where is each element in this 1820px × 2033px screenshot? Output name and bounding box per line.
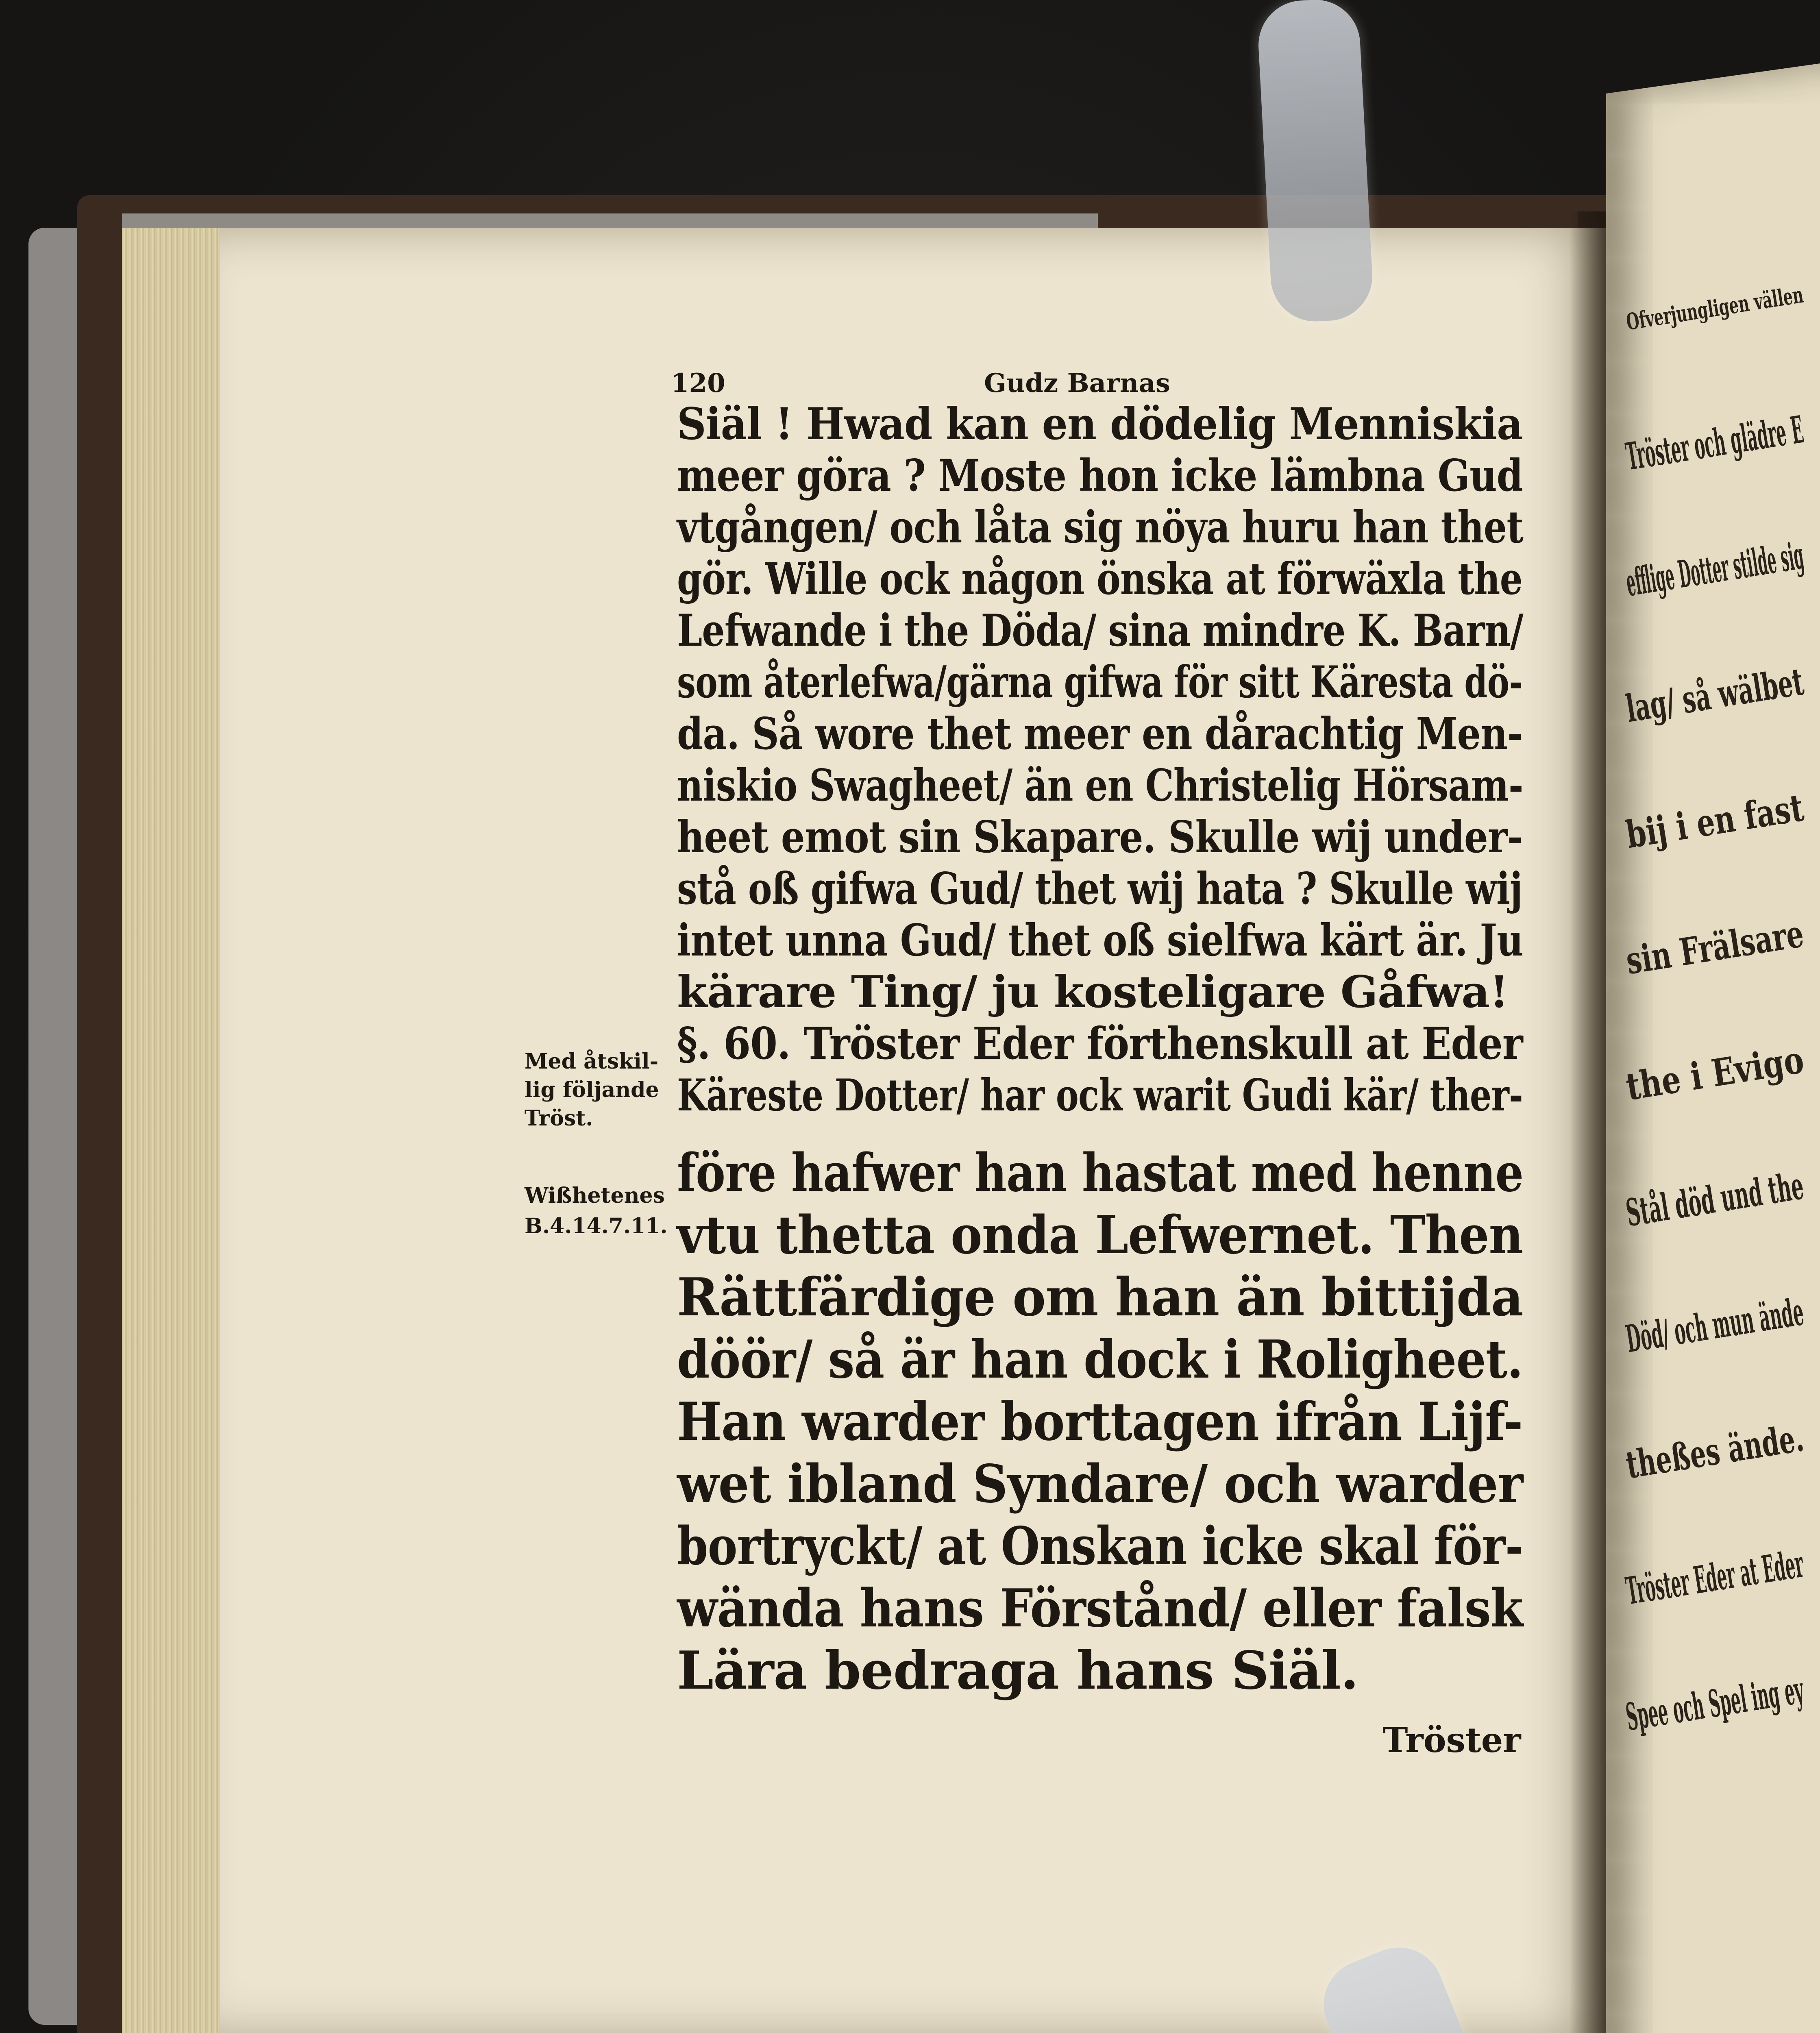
catchword: Tröster xyxy=(1382,1720,1521,1760)
body-line-b-6: wet ibland Syndare/ och warder xyxy=(677,1454,1523,1515)
body-line-a-6: som återlefwa/gärna gifwa för sitt Käresta dö- xyxy=(677,657,1523,708)
body-line-a-9: heet emot sin Skapare. Skulle wij under- xyxy=(677,812,1523,863)
body-line-a-12: kärare Ting/ ju kosteligare Gåfwa! xyxy=(677,966,1509,1018)
margin-note-1-line-3: Tröst. xyxy=(525,1106,593,1131)
body-line-b-4: döör/ så är han dock i Roligheet. xyxy=(677,1329,1523,1390)
body-line-a-4: gör. Wille ock någon önska at förwäxla the xyxy=(677,553,1523,605)
right-page-line-1: Ofverjungligen vällen xyxy=(1624,281,1805,336)
page-number: 120 xyxy=(671,368,725,398)
margin-note-1-line-2: lig följande xyxy=(525,1077,659,1102)
right-page-line-3: efflige Dotter stilde sig xyxy=(1623,533,1807,605)
body-line-a-14: Käreste Dotter/ har ock warit Gudi kär/ ther- xyxy=(677,1070,1523,1121)
body-line-a-8: niskio Swagheet/ än en Christelig Hörsam- xyxy=(677,760,1523,811)
right-page-line-5: bij i en fast xyxy=(1623,785,1807,857)
body-line-a-3: vtgången/ och låta sig nöya huru han thet xyxy=(677,502,1524,553)
body-line-b-8: wända hans Förstånd/ eller falsk xyxy=(677,1578,1523,1639)
running-head: Gudz Barnas xyxy=(984,368,1170,398)
body-line-a-2: meer göra ? Moste hon icke lämbna Gud xyxy=(677,450,1523,501)
margin-note-2-line-2: B.4.14.7.11. xyxy=(525,1214,668,1239)
body-line-b-9: Lära bedraga hans Siäl. xyxy=(677,1640,1358,1701)
body-line-a-1: Siäl ! Hwad kan en dödelig Menniskia xyxy=(677,398,1523,450)
right-page-line-11: Tröster Eder at Eder xyxy=(1623,1541,1807,1613)
body-line-a-7: da. Så wore thet meer en dårachtig Men- xyxy=(677,708,1523,760)
page-clip-top xyxy=(1256,0,1374,324)
body-line-b-3: Rättfärdige om han än bittijda xyxy=(677,1267,1523,1328)
right-page-line-10: theßes ände. xyxy=(1623,1415,1807,1487)
page-edges xyxy=(122,228,228,2033)
body-line-a-10: stå oß gifwa Gud/ thet wij hata ? Skulle wij xyxy=(677,863,1522,914)
right-page-line-2: Tröster och glädre E xyxy=(1623,407,1807,479)
right-page-line-8: Stål död und the xyxy=(1623,1163,1807,1235)
right-page-line-6: sin Frälsare xyxy=(1623,911,1807,983)
right-page-line-12: Spee och Spel ing ey xyxy=(1623,1667,1807,1739)
body-line-b-5: Han warder borttagen ifrån Lijf- xyxy=(677,1391,1523,1452)
body-line-b-7: bortryckt/ at Onskan icke skal för- xyxy=(677,1516,1524,1577)
body-line-b-1: före hafwer han hastat med henne xyxy=(677,1143,1524,1204)
margin-note-1-line-1: Med åtskil- xyxy=(525,1049,659,1074)
right-page-line-7: the i Evigo xyxy=(1623,1037,1807,1109)
body-line-b-2: vtu thetta onda Lefwernet. Then xyxy=(677,1205,1523,1266)
gutter-shadow xyxy=(1570,211,1606,2033)
body-line-a-11: intet unna Gud/ thet oß sielfwa kärt är. Ju xyxy=(677,915,1523,966)
body-line-a-5: Lefwande i the Döda/ sina mindre K. Barn/ xyxy=(677,605,1523,656)
right-page-line-4: lag/ så wälbet xyxy=(1623,659,1807,731)
body-line-a-13: §. 60. Tröster Eder förthenskull at Eder xyxy=(677,1018,1523,1069)
right-page-line-9: Död/ och mun ände xyxy=(1623,1289,1807,1361)
margin-note-2-line-1: Wißhetenes xyxy=(525,1183,665,1208)
